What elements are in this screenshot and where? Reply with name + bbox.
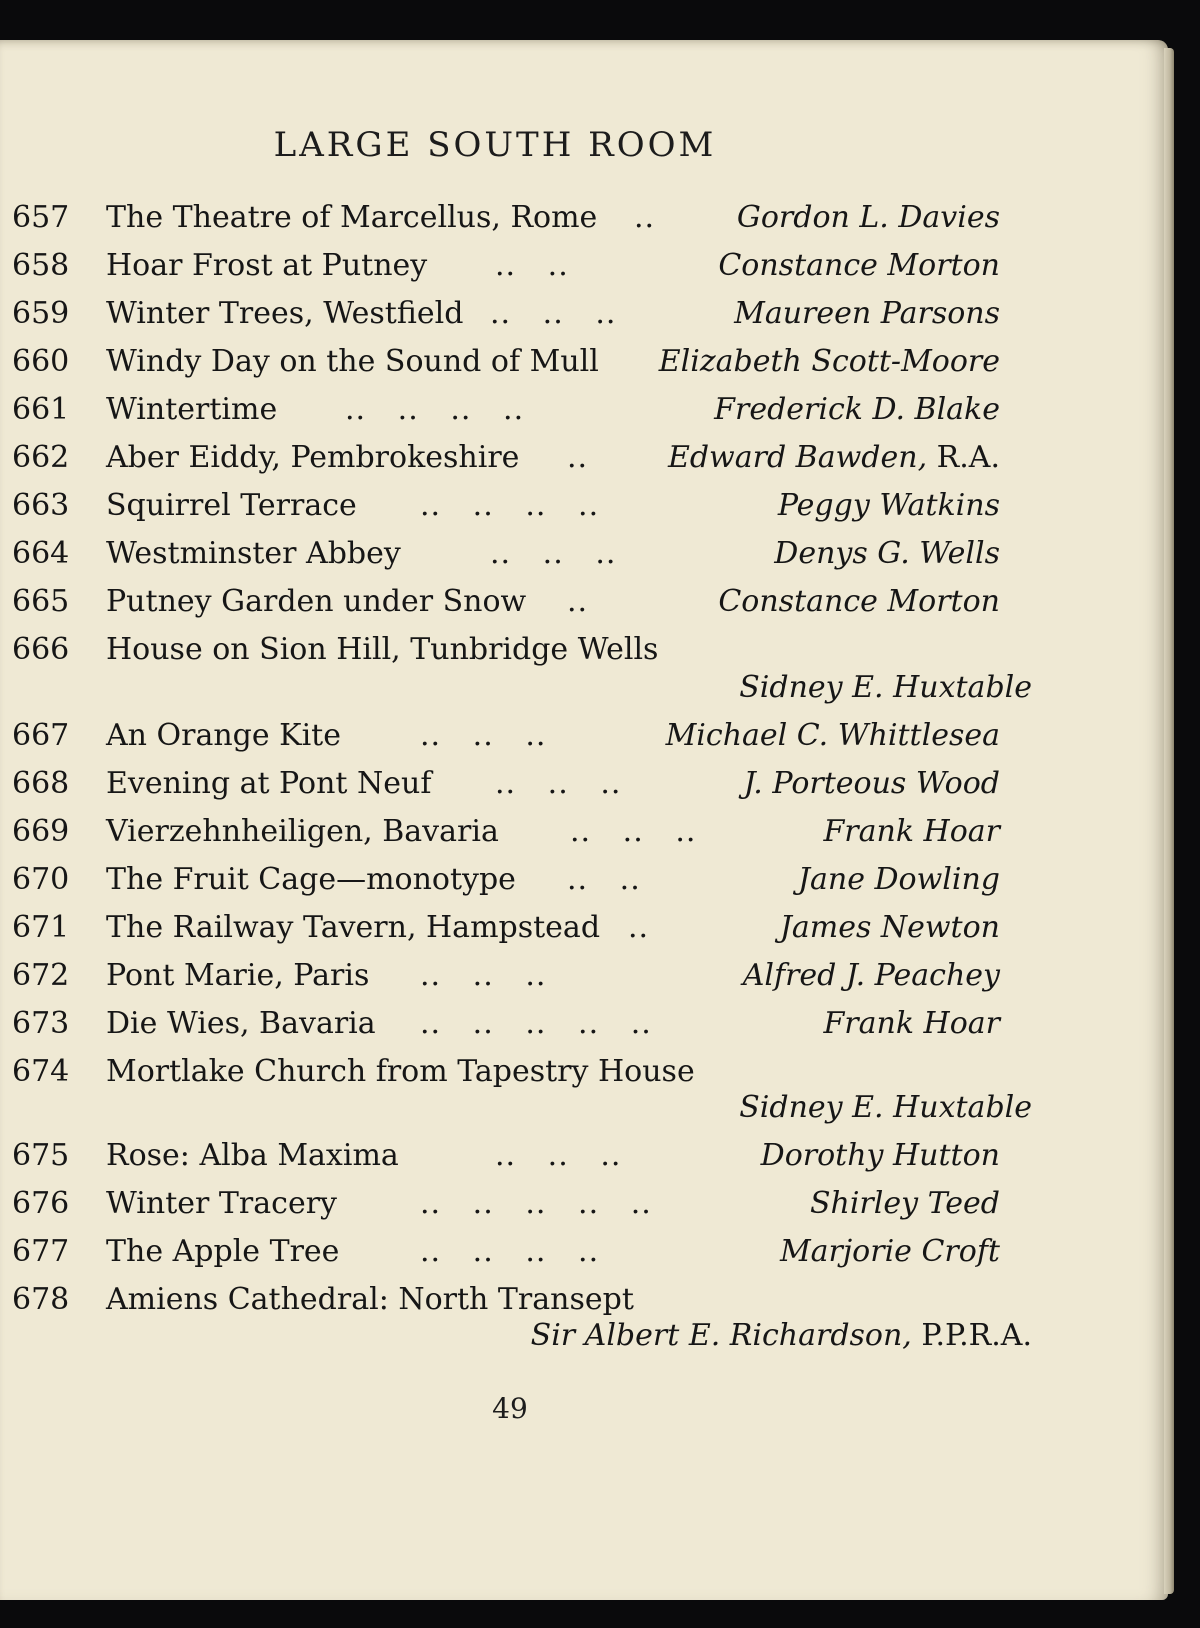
entry-number: 657 [12,200,70,235]
artist-name: James Newton [779,910,1000,945]
dot-leader: .. [567,440,589,475]
dot-leader: .. .. .. [420,718,547,753]
entry-artist [718,248,1000,283]
entry-number: 670 [12,862,70,897]
entry-artist [744,766,1000,801]
entry-artist [739,1090,1032,1125]
entry-number: 669 [12,814,70,849]
entry-number: 661 [12,392,70,427]
entry-number: 658 [12,248,70,283]
catalogue-entry [0,1054,1168,1094]
artist-name: Peggy Watkins [777,488,1000,523]
entry-number: 678 [12,1282,70,1317]
dot-leader: .. .. [567,862,641,897]
entry-title: Mortlake Church from Tapestry House [106,1054,695,1089]
dot-leader: .. .. .. [490,296,617,331]
entry-number: 668 [12,766,70,801]
entry-artist [798,862,1000,897]
artist-name: Dorothy Hutton [760,1138,1000,1173]
artist-name: Constance Morton [718,584,1000,619]
artist-name: Sidney E. Huxtable [739,1090,1032,1125]
artist-name: Jane Dowling [797,862,1000,897]
entry-artist [718,584,1000,619]
catalogue-entry [0,814,1168,854]
entry-number: 672 [12,958,70,993]
entry-title: Winter Trees, Westfield [106,296,464,331]
entry-artist [780,1234,1000,1269]
artist-name: Sidney E. Huxtable [739,670,1032,705]
entry-number: 663 [12,488,70,523]
catalogue-entry [0,1186,1168,1226]
artist-name: Constance Morton [718,248,1000,283]
dot-leader: .. .. .. .. [345,392,525,427]
entry-artist [531,1318,1032,1353]
entry-title: Pont Marie, Paris [106,958,370,993]
catalogue-entry [0,248,1168,288]
artist-name: Frank Hoar [823,814,1000,849]
entry-artist [761,1138,1000,1173]
entry-artist [823,1006,1000,1041]
entry-artist [714,392,1000,427]
page-title: LARGE SOUTH ROOM [273,125,717,165]
artist-name: Shirley Teed [809,1186,1000,1221]
entry-title: Rose: Alba Maxima [106,1138,399,1173]
dot-leader: .. .. .. [495,1138,622,1173]
entry-artist [659,344,1000,379]
artist-name: Frederick D. Blake [714,392,1000,427]
artist-name: J. Porteous Wood [743,766,1000,801]
catalogue-entry [0,440,1168,480]
entry-title: Wintertime [106,392,278,427]
catalogue-entry [0,392,1168,432]
entry-title: Windy Day on the Sound of Mull [106,344,599,379]
entry-number: 676 [12,1186,70,1221]
dot-leader: .. .. .. .. [420,488,600,523]
entry-artist [666,718,1000,753]
entry-title: The Apple Tree [106,1234,340,1269]
entry-title: Westminster Abbey [106,536,401,571]
artist-name: Maureen Parsons [734,296,1000,331]
catalogue-entry [0,344,1168,384]
entry-title: Winter Tracery [106,1186,337,1221]
entry-title: Evening at Pont Neuf [106,766,432,801]
artist-name: Marjorie Croft [779,1234,1000,1269]
entry-title: An Orange Kite [106,718,341,753]
entry-number: 666 [12,632,70,667]
artist-name: Denys G. Wells [774,536,1000,571]
entry-number: 667 [12,718,70,753]
entry-title: The Railway Tavern, Hampstead [106,910,601,945]
catalogue-entry [0,536,1168,576]
entry-title: House on Sion Hill, Tunbridge Wells [106,632,659,667]
catalogue-entry [0,632,1168,672]
entry-artist [778,488,1000,523]
dot-leader: .. .. .. [490,536,617,571]
entry-title: Putney Garden under Snow [106,584,527,619]
entry-number: 675 [12,1138,70,1173]
entry-title: Die Wies, Bavaria [106,1006,376,1041]
artist-name: Alfred J. Peachey [742,958,1000,993]
artist-name: Elizabeth Scott-Moore [658,344,1000,379]
entry-title: Amiens Cathedral: North Transept [106,1282,634,1317]
catalogue-entry [0,910,1168,950]
artist-name: Michael C. Whittlesea [665,718,1000,753]
entry-artist [737,200,1000,235]
catalogue-entry [0,200,1168,240]
entry-number: 674 [12,1054,70,1089]
entry-number: 664 [12,536,70,571]
artist-honours: R.A. [927,440,1000,475]
dot-leader: .. .. .. .. .. [420,1006,652,1041]
dot-leader: .. .. .. .. .. [420,1186,652,1221]
entry-artist [734,296,1000,331]
entry-artist [823,814,1000,849]
dot-leader: .. .. .. [420,958,547,993]
entry-number: 665 [12,584,70,619]
dot-leader: .. [628,910,650,945]
entry-number: 659 [12,296,70,331]
entry-artist [743,958,1000,993]
dot-leader: .. [567,584,589,619]
entry-number: 677 [12,1234,70,1269]
entry-title: The Theatre of Marcellus, Rome [106,200,598,235]
entry-title: Hoar Frost at Putney [106,248,428,283]
entry-title: Vierzehnheiligen, Bavaria [106,814,499,849]
catalogue-entry [0,958,1168,998]
catalogue-entry [0,1282,1168,1322]
catalogue-entry [0,296,1168,336]
catalogue-entry [0,1006,1168,1046]
page-number: 49 [492,1392,528,1425]
entry-artist [810,1186,1000,1221]
catalogue-entry [0,766,1168,806]
entry-number: 660 [12,344,70,379]
catalogue-entry [0,584,1168,624]
artist-name: Edward Bawden, [667,440,928,475]
entry-number: 662 [12,440,70,475]
catalogue-entry [0,1138,1168,1178]
artist-honours: P.P.R.A. [911,1318,1032,1353]
entry-title: The Fruit Cage—monotype [106,862,516,897]
catalogue-entry [0,488,1168,528]
entry-title: Squirrel Terrace [106,488,357,523]
dot-leader: .. .. .. [495,766,622,801]
entry-number: 671 [12,910,70,945]
entry-artist [668,440,1000,475]
dot-leader: .. .. [495,248,569,283]
artist-name: Frank Hoar [823,1006,1000,1041]
catalogue-entry [0,1234,1168,1274]
dot-leader: .. .. .. .. [420,1234,600,1269]
entry-artist [739,670,1032,705]
dot-leader: .. [634,200,656,235]
dot-leader: .. .. .. [570,814,697,849]
entry-title: Aber Eiddy, Pembrokeshire [106,440,520,475]
entry-artist [774,536,1000,571]
entry-number: 673 [12,1006,70,1041]
catalogue-entry [0,862,1168,902]
entry-artist [780,910,1000,945]
artist-name: Gordon L. Davies [736,200,1000,235]
artist-name: Sir Albert E. Richardson, [530,1318,912,1353]
catalogue-entry [0,718,1168,758]
